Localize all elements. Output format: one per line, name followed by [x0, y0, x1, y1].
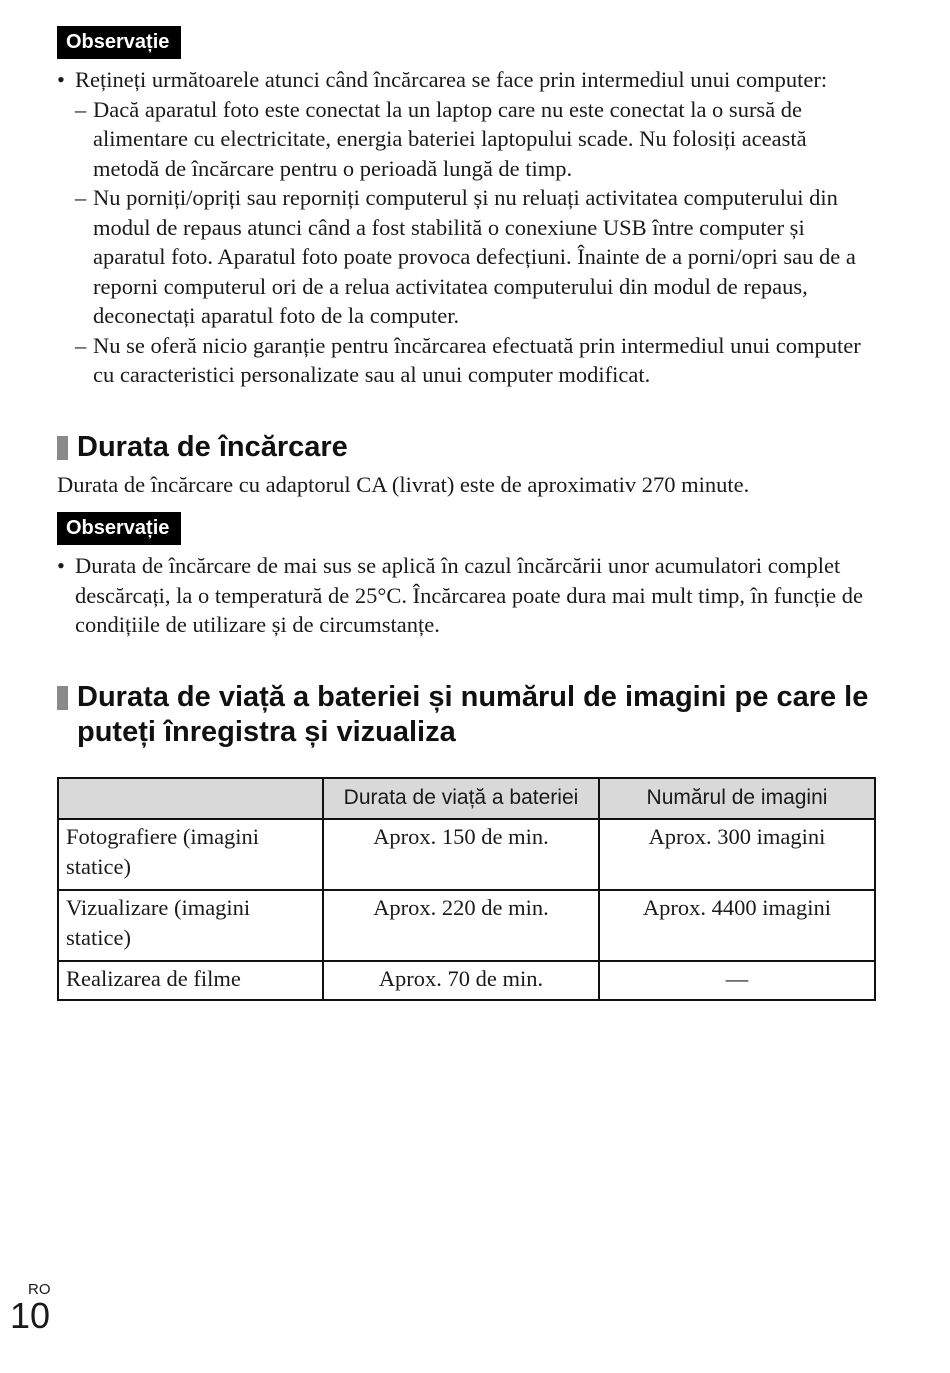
table-cell: — [599, 961, 875, 1000]
table-row [58, 890, 875, 961]
note-badge: Observație [57, 26, 181, 59]
dash-item [75, 331, 877, 390]
note-2-body [57, 551, 877, 640]
table-cell: Fotografiere (imagini statice) [58, 819, 323, 890]
dash-item-text: Dacă aparatul foto este conectat la un laptop care nu este conectat la o sursă de alimentare cu electricitate, energia bateriei laptopului scade. Nu folosiți această metodă de încărcare pentru o perioadă lungă de timp. [93, 96, 807, 181]
table-header-row [58, 778, 875, 820]
table-row [58, 961, 875, 1000]
page-number: 10 [10, 1295, 51, 1336]
section-heading-charging-time [57, 430, 877, 465]
note-bullet-text: Rețineți următoarele atunci când încărcarea se face prin intermediul unui computer: [75, 67, 828, 92]
bullet-mark: • [57, 67, 65, 92]
table-cell: Aprox. 220 de min. [323, 890, 599, 961]
table-cell: Aprox. 70 de min. [323, 961, 599, 1000]
note-bullet-text: Durata de încărcare de mai sus se aplică în cazul încărcării unor acumulatori complet descărcați, la o temperatură de 25°C. Încărcarea poate dura mai mult timp, în funcție de condițiile de utilizare și de circumstanțe. [75, 553, 864, 637]
dash-mark: – [75, 185, 87, 210]
heading-bar [57, 686, 68, 710]
table-header-cell: Numărul de imagini [599, 778, 875, 820]
dash-mark: – [75, 96, 87, 122]
heading-bar [57, 436, 68, 460]
table-cell: Vizualizare (imagini statice) [58, 890, 323, 961]
table-cell: Aprox. 150 de min. [323, 819, 599, 890]
charging-time-text: Durata de încărcare cu adaptorul CA (livrat) este de aproximativ 270 minute. [57, 471, 750, 497]
dash-item-text: Nu se oferă nicio garanție pentru încărcarea efectuată prin intermediul unui computer cu caracteristici personalizate sau al unui computer modificat. [93, 332, 861, 387]
dash-item [75, 95, 877, 184]
note-1-body [57, 65, 877, 390]
section-heading-text: Durata de încărcare [77, 430, 348, 463]
dash-item-text: Nu porniți/opriți sau reporniți computerul și nu reluați activitatea computerului din modul de repaus atunci când a fost stabilită o conexiune USB între computer și aparatul foto. Aparatul foto poate provoca defecțiuni. Înainte de a porni/opri sau de a reporni computerul ori de a relua activitatea computerului din modul de repaus, deconectați aparatul foto de la computer. [93, 185, 856, 328]
note-badge: Observație [57, 512, 181, 545]
section-heading-text: Durata de viață a bateriei și numărul de imagini pe care le puteți înregistra și vizualiza [77, 680, 869, 748]
note-bullet [57, 551, 877, 640]
page-content [57, 26, 877, 1001]
bullet-mark: • [57, 553, 65, 578]
table-cell: Realizarea de filme [58, 961, 323, 1000]
table-cell: Aprox. 4400 imagini [599, 890, 875, 961]
section-heading-battery-life [57, 680, 877, 750]
table-header-cell: Durata de viață a bateriei [323, 778, 599, 820]
note-bullet [57, 65, 877, 390]
table-cell: Aprox. 300 imagini [599, 819, 875, 890]
dash-mark: – [75, 332, 87, 358]
page-language-code: RO [28, 1281, 51, 1298]
battery-life-table [57, 777, 876, 1001]
dash-item [75, 183, 877, 331]
table-header-cell [58, 778, 323, 820]
table-row [58, 819, 875, 890]
